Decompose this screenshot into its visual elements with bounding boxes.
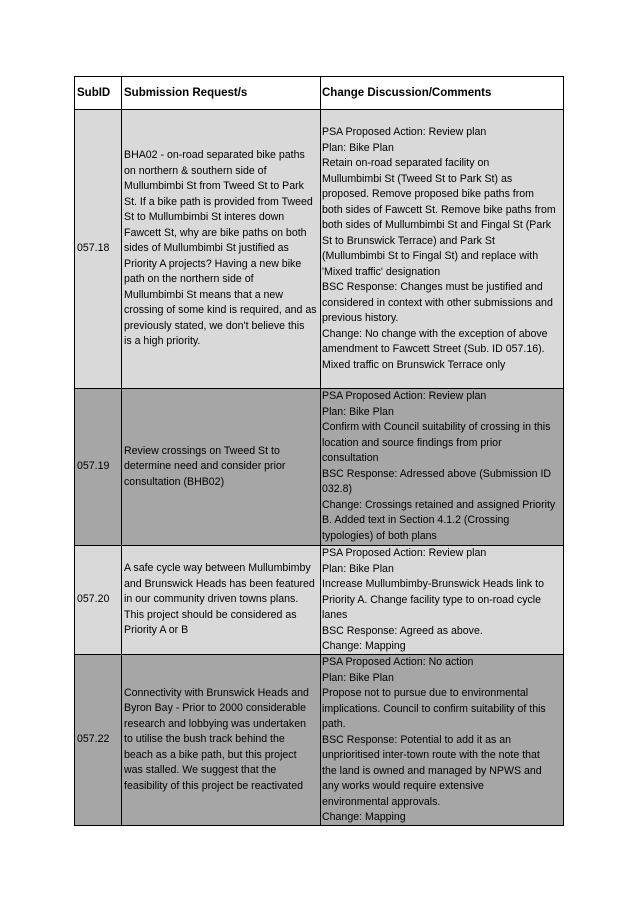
header-subid: SubID — [75, 77, 122, 110]
row-comments — [321, 546, 564, 655]
header-comments: Change Discussion/Comments — [321, 77, 564, 110]
row-comments — [321, 655, 564, 826]
subid-text: 057.20 — [77, 593, 110, 606]
table-row — [75, 389, 564, 546]
subid-text: 057.18 — [77, 242, 110, 255]
row-request — [122, 655, 321, 826]
table-row — [75, 546, 564, 655]
row-request — [122, 389, 321, 546]
comments-text: PSA Proposed Action: Review plan Plan: Bike Plan Increase Mullumbimby-Brunswick Heads link to Priority A. Change facility type to on-road cycle lanes BSC Response: Agreed as above. Change: Mapping — [322, 547, 544, 652]
table-row — [75, 655, 564, 826]
request-text: Connectivity with Brunswick Heads and Byron Bay - Prior to 2000 considerable research and lobbying was undertaken to utilise the bush track behind the beach as a bike path, but this project was stalled. We suggest that the feasibility of this project be reactivated — [124, 686, 309, 792]
comments-text: PSA Proposed Action: No action Plan: Bike Plan Propose not to pursue due to environmental implications. Council to confirm suitability of this path. BSC Response: Potential to add it as an unprioritised inter-town route with the note that the land is owned and managed by NPWS and any works would require extensive environmental approvals. Change: Mapping — [322, 656, 546, 823]
row-request — [122, 546, 321, 655]
subid-text: 057.19 — [77, 460, 110, 473]
row-comments — [321, 110, 564, 389]
row-subid — [75, 655, 122, 826]
row-subid — [75, 110, 122, 389]
row-subid — [75, 546, 122, 655]
row-subid — [75, 389, 122, 546]
request-text: Review crossings on Tweed St to determine need and consider prior consultation (BHB02) — [124, 444, 286, 488]
header-request: Submission Request/s — [122, 77, 321, 110]
subid-text: 057.22 — [77, 733, 110, 746]
submissions-table — [74, 76, 564, 826]
row-request — [122, 110, 321, 389]
request-text: BHA02 - on-road separated bike paths on northern & southern side of Mullumbimbi St from Tweed St to Park St. If a bike path is provided from Tweed St to Mullumbimbi St interes down Fawcett St, why are bike paths on both sides of Mullumbimbi St justified as Priority A projects? Having a new bike path on the northern side of Mullumbimbi St means that a new crossing of some kind is required, and as previously stated, we don't believe this is a high priority. — [124, 149, 317, 348]
request-text: A safe cycle way between Mullumbimby and Brunswick Heads has been featured in our community driven towns plans. This project should be considered as Priority A or B — [124, 562, 315, 637]
comments-text: PSA Proposed Action: Review plan Plan: Bike Plan Confirm with Council suitability of crossing in this location and source findings from prior consultation BSC Response: Adressed above (Submission ID 032.8) Change: Crossings retained and assigned Priority B. Added text in Section 4.1.2 (Crossing typologies) of both plans — [322, 390, 556, 542]
row-comments — [321, 389, 564, 546]
table-header-row — [75, 77, 564, 110]
comments-text: PSA Proposed Action: Review plan Plan: Bike Plan Retain on-road separated facility on Mullumbimbi St (Tweed St to Park St) as proposed. Remove proposed bike paths from both sides of Fawcett St. Remove bike paths from both sides of Mullumbimbi St and Fingal St (Park St to Brunswick Terrace) and Park St (Mullumbimbi St to Fingal St) and replace with 'Mixed traffic' designation BSC Response: Changes must be justified and considered in context with other submissions and previous history. Change: No change with the exception of above amendment to Fawcett Street (Sub. ID 057.16). Mixed traffic on Brunswick Terrace only — [322, 126, 556, 371]
table-row — [75, 110, 564, 389]
